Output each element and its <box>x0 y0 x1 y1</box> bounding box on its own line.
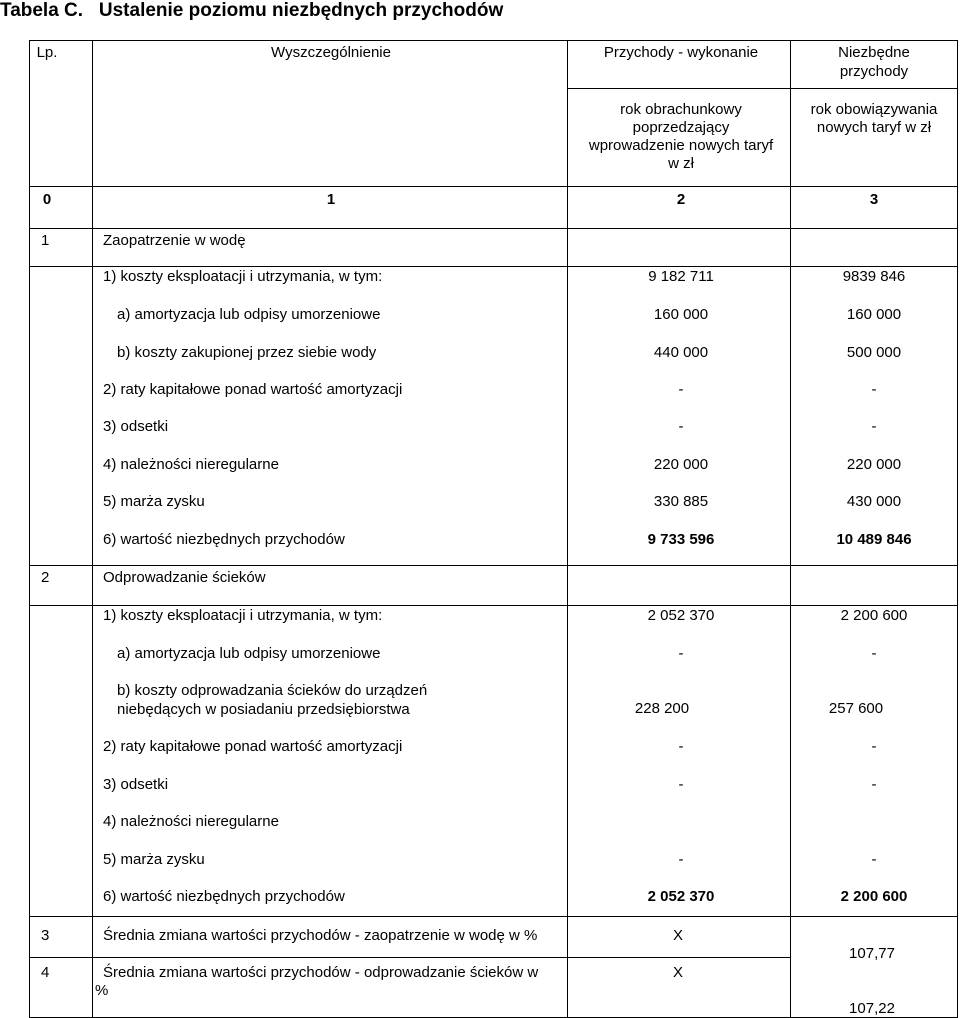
row-value-new: 430 000 <box>846 493 902 510</box>
row-value-new: 160 000 <box>846 306 902 323</box>
index-0: 0 <box>42 191 52 208</box>
row-value-new: 9839 846 <box>842 268 906 285</box>
row-label: 5) marża zysku <box>103 851 205 868</box>
row-value-new: - <box>871 381 877 398</box>
row-lp: 3 <box>41 927 50 944</box>
row-value-prior: 220 000 <box>653 456 709 473</box>
row-label: 3) odsetki <box>103 776 169 793</box>
row-value-prior: - <box>678 851 684 868</box>
row-total-prior: 2 052 370 <box>647 888 715 905</box>
row-lp: 2 <box>41 569 50 586</box>
row-value-prior: X <box>672 927 684 944</box>
row-value-new: - <box>871 776 877 793</box>
row-total-new: 10 489 846 <box>836 531 912 548</box>
subheader-new-year-line2: nowych taryf w zł <box>816 119 932 136</box>
table-title: Tabela C. Ustalenie poziomu niezbędnych przychodów <box>0 0 504 21</box>
row-label: a) amortyzacja lub odpisy umorzeniowe <box>117 306 381 323</box>
row-label: Średnia zmiana wartości przychodów - odprowadzanie ścieków w <box>103 964 539 981</box>
row-value-new: 107,22 <box>849 1000 895 1017</box>
index-2: 2 <box>676 191 686 208</box>
header-required-line2: przychody <box>839 63 909 80</box>
row-value-prior: 330 885 <box>653 493 709 510</box>
row-value-new: 500 000 <box>846 344 902 361</box>
row-value-new: 220 000 <box>846 456 902 473</box>
row-value-prior: 160 000 <box>653 306 709 323</box>
row-label: 2) raty kapitałowe ponad wartość amortyzacji <box>103 738 403 755</box>
row-lp: 4 <box>41 964 50 981</box>
row-label-continued: niebędących w posiadaniu przedsiębiorstwa <box>117 701 410 718</box>
row-label: 3) odsetki <box>103 418 169 435</box>
row-total-new: 2 200 600 <box>840 888 908 905</box>
subheader-new-year-line1: rok obowiązywania <box>810 101 938 118</box>
row-label: 1) koszty eksploatacji i utrzymania, w tym: <box>103 607 383 624</box>
row-label: b) koszty odprowadzania ścieków do urządzeń <box>117 682 428 699</box>
header-item: Wyszczególnienie <box>271 44 391 61</box>
row-value-prior: 9 182 711 <box>648 268 714 285</box>
row-lp: 1 <box>41 232 50 249</box>
subheader-prior-year-line1: rok obrachunkowy <box>620 101 742 118</box>
row-value-prior: 2 052 370 <box>647 607 715 624</box>
row-label: 1) koszty eksploatacji i utrzymania, w tym: <box>103 268 383 285</box>
row-label: a) amortyzacja lub odpisy umorzeniowe <box>117 645 381 662</box>
row-label: 2) raty kapitałowe ponad wartość amortyzacji <box>103 381 403 398</box>
row-value-new: - <box>871 738 877 755</box>
row-value-new: 257 600 <box>828 700 884 717</box>
row-value-prior: 440 000 <box>653 344 709 361</box>
row-total-prior: 9 733 596 <box>647 531 715 548</box>
row-label: 4) należności nieregularne <box>103 813 279 830</box>
subheader-prior-year-line2: poprzedzający <box>632 119 730 136</box>
row-value-new: - <box>871 418 877 435</box>
subheader-prior-year-line4: w zł <box>668 155 694 172</box>
section-title-sewage: Odprowadzanie ścieków <box>103 569 266 586</box>
row-value-new: 107,77 <box>849 945 895 962</box>
row-value-prior: 228 200 <box>634 700 690 717</box>
index-1: 1 <box>326 191 336 208</box>
header-required-line1: Niezbędne <box>838 44 910 61</box>
row-label: 4) należności nieregularne <box>103 456 279 473</box>
header-lp: Lp. <box>36 44 58 61</box>
row-value-new: - <box>871 851 877 868</box>
row-label: 6) wartość niezbędnych przychodów <box>103 888 345 905</box>
section-title-water: Zaopatrzenie w wodę <box>103 232 246 249</box>
index-3: 3 <box>869 191 879 208</box>
row-value-prior: X <box>672 964 684 981</box>
header-revenue-execution: Przychody - wykonanie <box>603 44 759 61</box>
row-value-prior: - <box>678 381 684 398</box>
row-label: 6) wartość niezbędnych przychodów <box>103 531 345 548</box>
row-value-prior: - <box>678 738 684 755</box>
row-value-prior: - <box>678 418 684 435</box>
subheader-prior-year-line3: wprowadzenie nowych taryf <box>588 137 774 154</box>
row-value-new: 2 200 600 <box>840 607 908 624</box>
row-value-prior: - <box>678 645 684 662</box>
row-label: Średnia zmiana wartości przychodów - zaopatrzenie w wodę w % <box>103 927 538 944</box>
row-value-prior: - <box>678 776 684 793</box>
row-label-continued: % <box>95 982 109 999</box>
row-label: 5) marża zysku <box>103 493 205 510</box>
row-label: b) koszty zakupionej przez siebie wody <box>117 344 377 361</box>
row-value-new: - <box>871 645 877 662</box>
